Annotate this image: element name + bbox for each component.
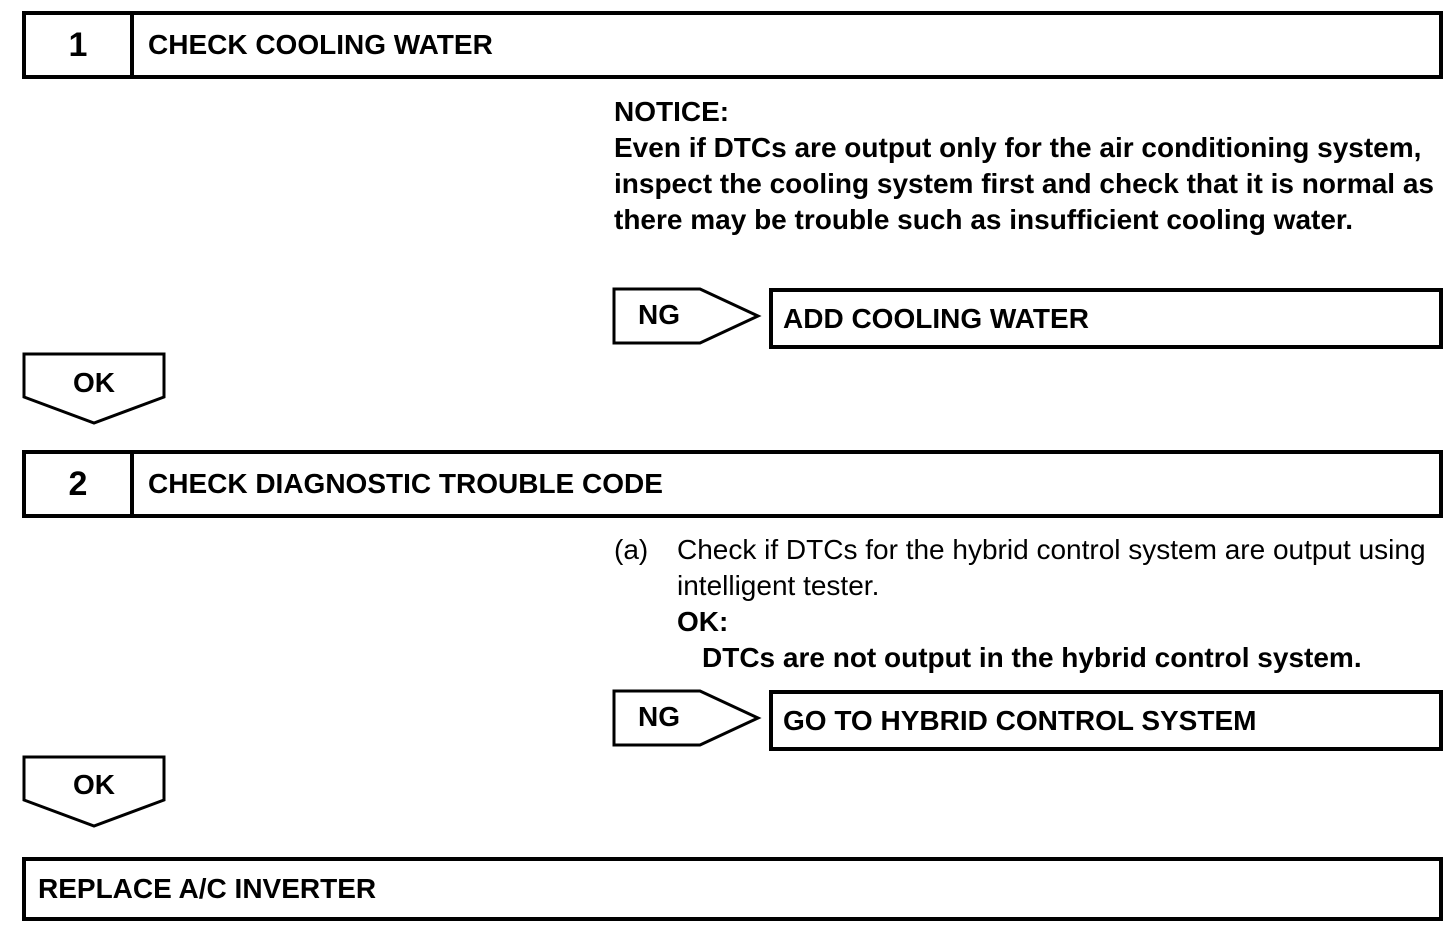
step-2-ng-label: NG (638, 701, 680, 732)
notice-text: Even if DTCs are output only for the air conditioning system, inspect the cooling system first and check that it is normal as there may be trouble such as insufficient cooling water. (614, 132, 1434, 235)
notice-heading: NOTICE: (614, 96, 730, 127)
step-1-ng-action: ADD COOLING WATER (769, 288, 1443, 349)
step-1-notice (614, 94, 1444, 238)
substep-body (677, 532, 1447, 676)
step-1-header (22, 11, 1443, 79)
step-2-title: CHECK DIAGNOSTIC TROUBLE CODE (148, 468, 663, 499)
step-2-number: 2 (26, 454, 134, 514)
substep-text: Check if DTCs for the hybrid control system are output using intelligent tester. (677, 534, 1426, 601)
ok-criteria-heading: OK: (677, 606, 729, 637)
substep-marker: (a) (614, 534, 649, 565)
step-1-title: CHECK COOLING WATER (148, 29, 493, 60)
ok-criteria-condition: DTCs are not output in the hybrid control system. (702, 642, 1362, 673)
step-2-ng-arrow (612, 689, 762, 747)
step-2-header (22, 450, 1443, 518)
step-1-ng-label: NG (638, 299, 680, 330)
step-1-ok-label: OK (73, 367, 115, 398)
final-action: REPLACE A/C INVERTER (22, 857, 1443, 921)
step-1-ng-arrow (612, 287, 762, 345)
step-2-ok-label: OK (73, 769, 115, 800)
step-2-ng-action: GO TO HYBRID CONTROL SYSTEM (769, 690, 1443, 751)
step-1-number: 1 (26, 15, 134, 75)
